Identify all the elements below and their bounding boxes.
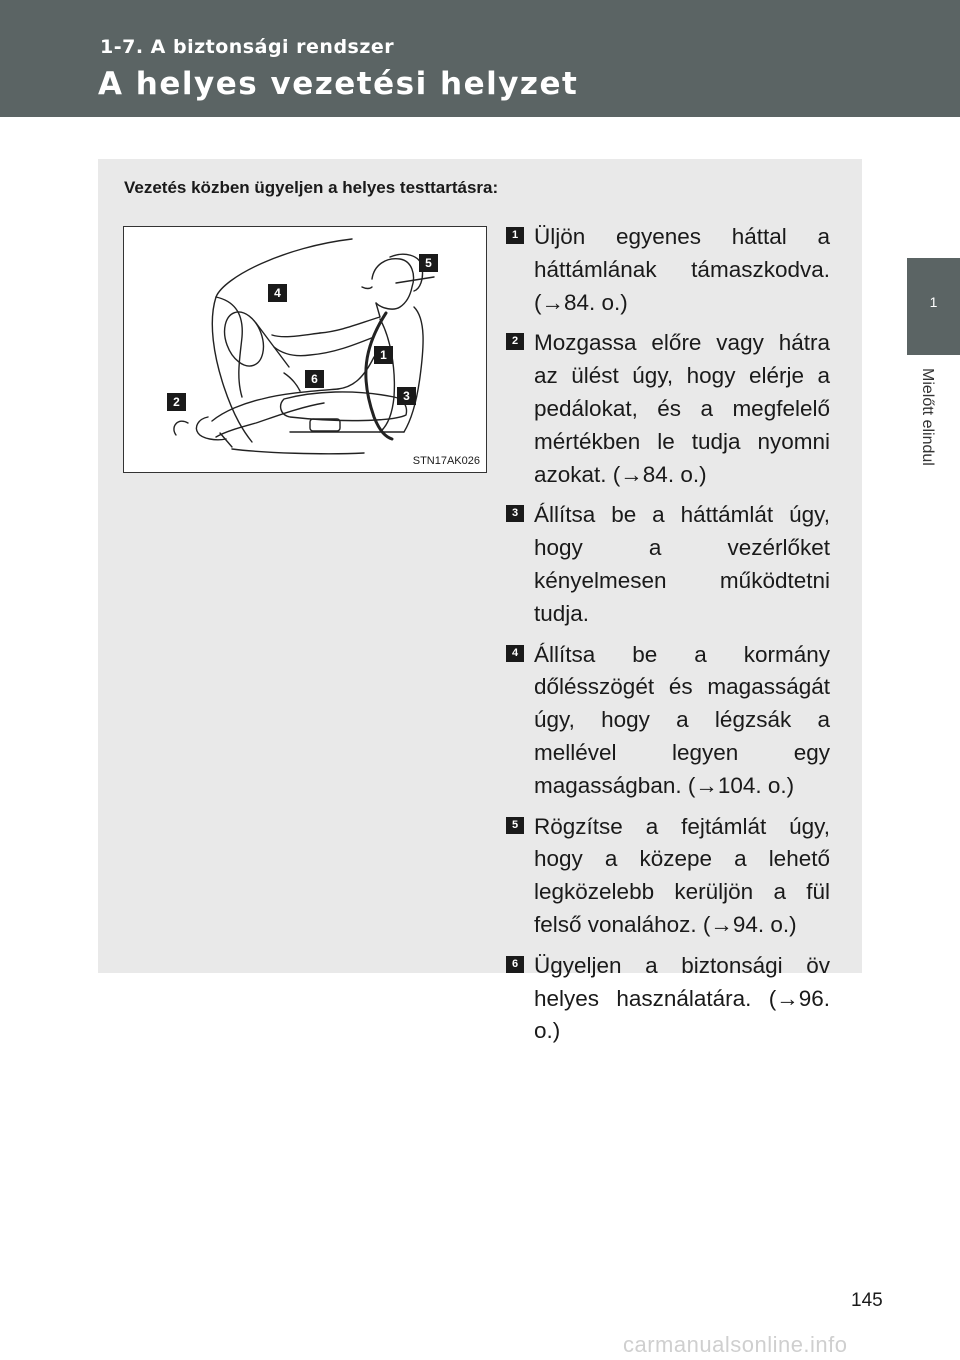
chapter-title: Mielőtt elindul bbox=[919, 368, 936, 466]
chapter-header bbox=[0, 0, 960, 117]
chapter-tab[interactable] bbox=[907, 258, 960, 355]
item-number-badge: 6 bbox=[506, 956, 524, 973]
figure-code: STN17AK026 bbox=[412, 455, 480, 467]
item-number-badge: 5 bbox=[506, 817, 524, 834]
callout-badge: 3 bbox=[397, 387, 416, 405]
item-text: Állítsa be a háttámlát úgy, hogy a vezérlőket kényelmesen működtetni tudja. bbox=[534, 502, 830, 626]
list-item bbox=[506, 950, 830, 1048]
list-item bbox=[506, 327, 830, 491]
callout-badge: 1 bbox=[374, 346, 393, 364]
instruction-list bbox=[506, 221, 830, 1056]
item-text: Ügyeljen a biztonsági öv helyes használatára. (→96. o.) bbox=[534, 952, 830, 1044]
item-number-badge: 4 bbox=[506, 645, 524, 662]
chapter-number: 1 bbox=[929, 294, 938, 310]
item-number-badge: 2 bbox=[506, 333, 524, 350]
item-text: Mozgassa előre vagy hátra az ülést úgy, hogy elérje a pedálokat, és a megfelelő mértékben le tudja nyomni azokat. (→84. o.) bbox=[534, 330, 830, 487]
page-number: 145 bbox=[851, 1290, 883, 1311]
panel-heading: Vezetés közben ügyeljen a helyes testtartásra: bbox=[124, 178, 499, 197]
section-label: 1-7. A biztonsági rendszer bbox=[100, 36, 395, 58]
item-text: Állítsa be a kormány dőlésszögét és magasságát úgy, hogy a légzsák a mellével legyen egy magasságban. (→104. o.) bbox=[534, 641, 830, 798]
callout-badge: 2 bbox=[167, 393, 186, 411]
item-text: Rögzítse a fejtámlát úgy, hogy a közepe a lehető legközelebb kerüljön a fül felső vonalához. (→94. o.) bbox=[534, 813, 830, 937]
item-number-badge: 1 bbox=[506, 227, 524, 244]
list-item bbox=[506, 639, 830, 803]
callout-badge: 5 bbox=[419, 254, 438, 272]
callout-badge: 6 bbox=[305, 370, 324, 388]
list-item bbox=[506, 221, 830, 319]
driving-position-illustration bbox=[123, 226, 487, 473]
list-item bbox=[506, 811, 830, 942]
watermark: carmanualsonline.info bbox=[623, 1332, 848, 1357]
page-title: A helyes vezetési helyzet bbox=[98, 66, 579, 102]
callout-badge: 4 bbox=[268, 284, 287, 302]
list-item bbox=[506, 499, 830, 630]
item-text: Üljön egyenes háttal a háttámlának támaszkodva. (→84. o.) bbox=[534, 224, 830, 315]
content-panel bbox=[98, 159, 862, 1044]
item-number-badge: 3 bbox=[506, 505, 524, 522]
